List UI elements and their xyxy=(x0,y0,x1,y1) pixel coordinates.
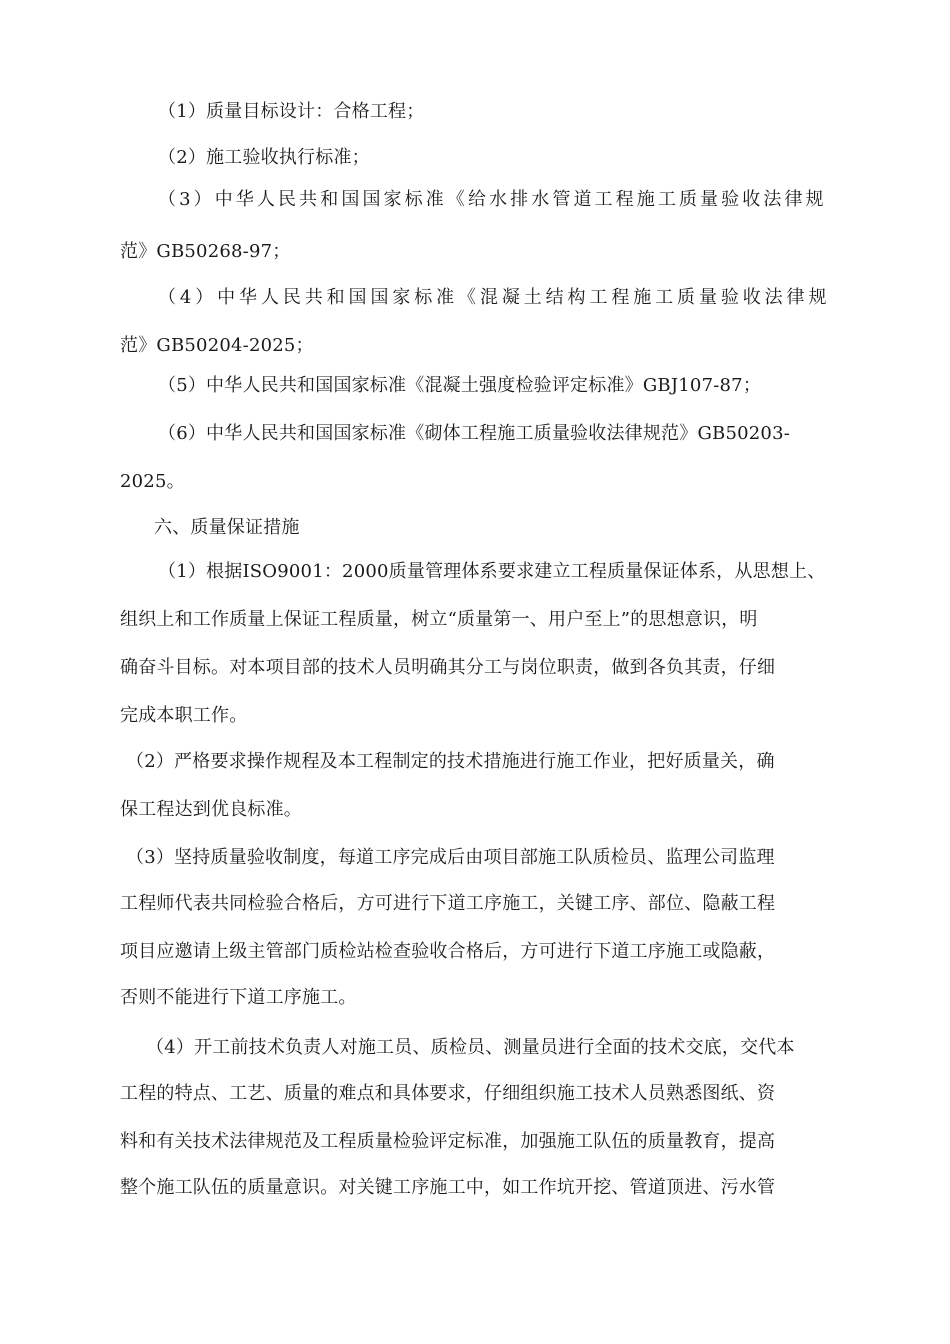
text-line: （2）施工验收执行标准； xyxy=(158,147,370,168)
text-line: 料和有关技术法律规范及工程质量检验评定标准，加强施工队伍的质量教育，提高 xyxy=(120,1131,776,1152)
text-line: （1）质量目标设计：合格工程； xyxy=(158,101,425,122)
text-line: 组织上和工作质量上保证工程质量，树立“质量第一、用户至上”的思想意识，明 xyxy=(120,609,758,630)
text-line: 确奋斗目标。对本项目部的技术人员明确其分工与岗位职责，做到各负其责，仔细 xyxy=(120,657,776,678)
text-line: 工程的特点、工艺、质量的难点和具体要求，仔细组织施工技术人员熟悉图纸、资 xyxy=(120,1083,776,1104)
text-line: （4）中华人民共和国国家标准《混凝土结构工程施工质量验收法律规 xyxy=(158,287,831,308)
text-line: （6）中华人民共和国国家标准《砌体工程施工质量验收法律规范》GB50203- xyxy=(158,423,790,444)
text-line: 整个施工队伍的质量意识。对关键工序施工中，如工作坑开挖、管道顶进、污水管 xyxy=(120,1177,776,1198)
text-line: 范》GB50204-2025； xyxy=(120,335,314,356)
text-line: （2）严格要求操作规程及本工程制定的技术措施进行施工作业，把好质量关，确 xyxy=(126,751,775,772)
text-line: 否则不能进行下道工序施工。 xyxy=(120,987,357,1008)
text-line: 工程师代表共同检验合格后，方可进行下道工序施工，关键工序、部位、隐蔽工程 xyxy=(120,893,776,914)
text-line: 2025。 xyxy=(120,471,185,492)
text-line: （5）中华人民共和国国家标准《混凝土强度检验评定标准》GBJ107-87； xyxy=(158,375,762,396)
text-line: 项目应邀请上级主管部门质检站检查验收合格后，方可进行下道工序施工或隐蔽， xyxy=(120,941,776,962)
text-line: 保工程达到优良标准。 xyxy=(120,799,302,820)
text-line: 完成本职工作。 xyxy=(120,705,248,726)
text-line: （3）坚持质量验收制度，每道工序完成后由项目部施工队质检员、监理公司监理 xyxy=(126,847,775,868)
section-heading: 六、质量保证措施 xyxy=(154,517,300,538)
text-line: 范》GB50268-97； xyxy=(120,241,291,262)
text-line: （4）开工前技术负责人对施工员、质检员、测量员进行全面的技术交底，交代本 xyxy=(146,1037,795,1058)
text-line: （1）根据ISO9001：2000质量管理体系要求建立工程质量保证体系，从思想上、 xyxy=(158,561,826,582)
text-line: （3）中华人民共和国国家标准《给水排水管道工程施工质量验收法律规 xyxy=(158,189,827,210)
